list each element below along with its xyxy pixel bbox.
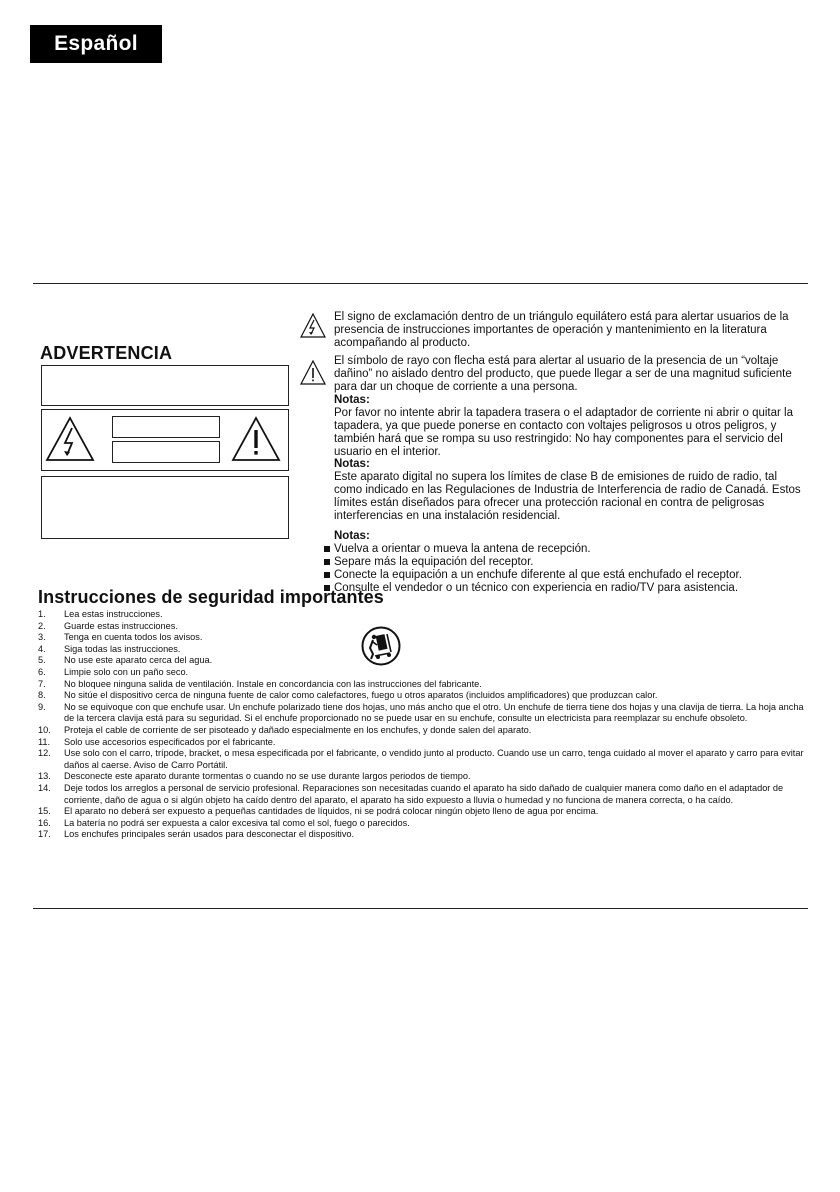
list-item: 1. Lea estas instrucciones. bbox=[38, 609, 163, 619]
safety-instructions-list bbox=[38, 609, 808, 841]
list-item: 14. Deje todos los arreglos a personal de servicio profesional. Reparaciones son necesitadas cuando el aparato ha sido dañado de cualquier manera como daño en el adaptador de corriente, daño de agua o si algún objeto ha caído dentro del aparato, el aparato ha sido expuesto a lluvia o humedad y no funciona de manera correcta, o ha caído. bbox=[38, 782, 784, 805]
interference-remedies-list bbox=[334, 543, 808, 595]
note-heading: Notas: bbox=[334, 530, 370, 542]
list-item: 2. Guarde estas instrucciones. bbox=[38, 620, 178, 631]
warning-title: ADVERTENCIA bbox=[40, 343, 173, 363]
list-item: 13. Desconecte este aparato durante tormentas o cuando no se use durante largos periodos de tiempo. bbox=[38, 771, 471, 782]
safety-title: Instrucciones de seguridad importantes bbox=[38, 587, 384, 607]
square-bullet-icon bbox=[324, 559, 330, 565]
list-item: 9. No se equivoque con que enchufe usar. Un enchufe polarizado tiene dos hojas, uno más ancho que el otro. Un enchufe de tierra tiene dos hojas y una clavija de tierra. La hoja ancha de la tercera clavija está para su seguridad. Si el enchufe proporcionado no se puede usar en su enchufe, consulte un electricista para reemplazar su enchufe obsoleto. bbox=[38, 701, 804, 724]
list-item: 5. No use este aparato cerca del agua. bbox=[38, 655, 213, 666]
exclamation-warning-icon bbox=[231, 416, 281, 462]
lightning-symbol-icon bbox=[300, 313, 326, 339]
exclamation-symbol-icon bbox=[300, 360, 326, 386]
list-item: 11. Solo use accesorios especificados por el fabricante. bbox=[38, 736, 276, 747]
list-item: 10. Proteja el cable de corriente de ser pisoteado y dañado especialmente en los enchufes, y donde salen del aparato. bbox=[38, 724, 532, 735]
list-item: 3. Tenga en cuenta todos los avisos. bbox=[38, 632, 203, 643]
warning-label-box-upper bbox=[112, 416, 220, 438]
note-block-1 bbox=[334, 394, 808, 459]
list-item: 4. Siga todas las instrucciones. bbox=[38, 643, 181, 654]
warning-box-empty-bottom bbox=[41, 476, 289, 539]
note-block-2 bbox=[334, 458, 808, 523]
list-item: 12. Use solo con el carro, trípode, bracket, o mesa especificada por el fabricante, o vendido junto al producto. Cuando use un carro, tenga cuidado al mover el aparato y carro para evitar daños al caerse. Aviso de Carro Portátil. bbox=[38, 748, 804, 770]
note-text: Por favor no intente abrir la tapadera trasera o el adaptador de corriente ni abrir o quitar la tapadera, ya que puede ponerse en contacto con voltajes peligrosos u otros peligros, y también hará que se rompa su uso restringido: No hay componentes para el servicio del usuario en el interior. bbox=[334, 407, 793, 458]
square-bullet-icon bbox=[324, 546, 330, 552]
warning-label-box-lower bbox=[112, 441, 220, 463]
list-item: 7. No bloquee ninguna salida de ventilación. Instale en concordancia con las instrucciones del fabricante. bbox=[38, 678, 482, 689]
list-item: Consulte el vendedor o un técnico con experiencia en radio/TV para asistencia. bbox=[334, 582, 808, 595]
list-item: 6. Limpie solo con un paño seco. bbox=[38, 666, 189, 677]
list-item: Separe más la equipación del receptor. bbox=[334, 556, 808, 569]
list-item: 17. Los enchufes principales serán usados para desconectar el dispositivo. bbox=[38, 829, 355, 840]
warning-symbol-panel bbox=[41, 409, 289, 471]
bottom-divider bbox=[33, 908, 808, 909]
note-block-3 bbox=[334, 530, 808, 595]
note-heading: Notas: bbox=[334, 394, 370, 406]
top-divider bbox=[33, 283, 808, 284]
note-text: Este aparato digital no supera los límites de clase B de emisiones de ruido de radio, tal como indicado en las Regulaciones de Industria de Interferencia de radio de Canadá. Estos límites están diseñados para ofrecer una protección racional en contra de peligrosas interferencias en una instalación residencial. bbox=[334, 471, 801, 522]
square-bullet-icon bbox=[324, 572, 330, 578]
note-heading: Notas: bbox=[334, 458, 370, 470]
language-tab bbox=[30, 25, 162, 63]
lightning-symbol-description: El símbolo de rayo con flecha está para alertar al usuario de la presencia de un “voltaje dañino” no aislado dentro del producto, que puede llegar a ser de una magnitud suficiente para dar un choque de corriente a una persona. bbox=[334, 355, 792, 393]
list-item: 8. No sitúe el dispositivo cerca de ninguna fuente de calor como calefactores, fuego u otros aparatos (incluidos amplificadores) que produzcan calor. bbox=[38, 690, 658, 701]
warning-box-empty-top bbox=[41, 365, 289, 406]
exclamation-symbol-description: El signo de exclamación dentro de un triángulo equilátero está para alertar usuarios de la presencia de instrucciones importantes de operación y mantenimiento en la literatura acompañando al producto. bbox=[334, 311, 789, 349]
language-label: Español bbox=[54, 32, 138, 55]
list-item: Vuelva a orientar o mueva la antena de recepción. bbox=[334, 543, 808, 556]
list-item: 16. La batería no podrá ser expuesta a calor excesiva tal como el sol, fuego o parecidos. bbox=[38, 817, 410, 828]
list-item: 15. El aparato no deberá ser expuesto a pequeñas cantidades de líquidos, ni se podrá colocar ningún objeto lleno de agua por encima. bbox=[38, 806, 599, 817]
lightning-warning-icon bbox=[45, 416, 95, 462]
list-item: Conecte la equipación a un enchufe diferente al que está enchufado el receptor. bbox=[334, 569, 808, 582]
